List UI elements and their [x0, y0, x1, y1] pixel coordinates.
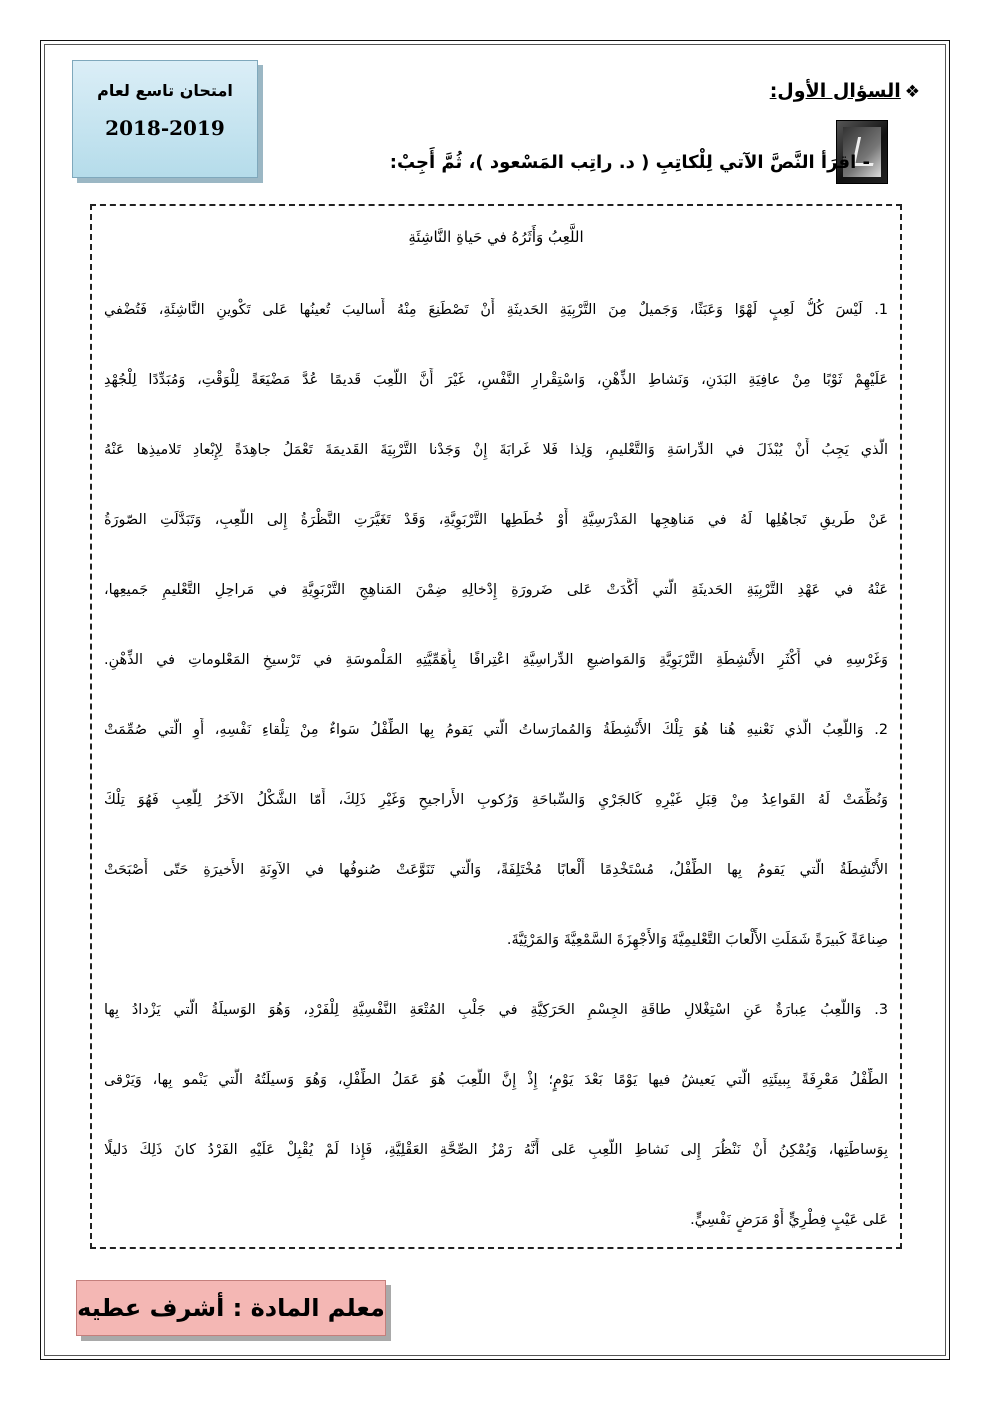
- passage-line: صِناعَةً كَبيرَةً شَمَلَتِ الأَلْعابَ التَّعْليمِيَّةَ وَالأَجْهِزَةَ السَّمْعِيَّةَ وَالمَرْئِيَّةَ.: [506, 932, 888, 948]
- passage-line: وَغَرْسِهِ في أَكْثَرِ الأَنْشِطَةِ التَّرْبَوِيَّةِ وَالمَواضيعِ الدِّراسِيَّةِ اعْتِرافًا بِأَهَمِّيَّتِهِ المَلْموسَةِ في تَرْسيخِ المَعْلوماتِ في الذِّهْنِ.: [104, 652, 888, 668]
- exam-year: 2018-2019: [105, 116, 225, 140]
- question-header: [770, 80, 920, 102]
- passage-line: 2. وَاللَّعِبُ الَّذي نَعْنيهِ هُنا هُوَ تِلْكَ الأَنْشِطَةُ وَالمُمارَساتُ الَّتي يَقومُ بِها الطِّفْلُ سَواءٌ مِنْ تِلْقاءِ نَفْسِهِ، أَوِ الَّتي صُمِّمَتْ: [104, 722, 888, 738]
- passage-line: الطِّفْلُ مَعْرِفَةً بِبيئَتِهِ الَّتي يَعيشُ فيها يَوْمًا بَعْدَ يَوْمٍ؛ إِذْ إِنَّ اللَّعِبَ هُوَ عَمَلُ الطِّفْلِ، وَهُوَ وَسيلَتُهُ الَّتي يَنْمو بِها، وَيَرْقى: [104, 1072, 888, 1088]
- passage-line: الَّذي يَجِبُ أَنْ يُبْذَلَ في الدِّراسَةِ وَالتَّعْليمِ، وَلِذا فَلا غَرابَةَ إِنْ وَجَدْنا التَّرْبِيَةَ القَديمَةَ تَعْمَلُ جاهِدَةً لِإِبْعادِ تَلاميذِها عَنْهُ: [104, 442, 888, 458]
- passage-line: بِوَساطَتِها، وَيُمْكِنُ أَنْ نَنْظُرَ إِلى نَشاطِ اللَّعِبِ عَلى أَنَّهُ رَمْزُ الصِّحَّةِ العَقْلِيَّةِ، فَإِذا لَمْ يُقْبِلْ عَلَيْهِ الفَرْدُ كانَ ذَلِكَ دَليلًا: [104, 1142, 888, 1158]
- passage-line: الأَنْشِطَةُ الَّتي يَقومُ بِها الطِّفْلُ، مُسْتَخْدِمًا أَلْعابًا مُخْتَلِفَةً، وَالَّتي تَنَوَّعَتْ صُنوفُها في الآوِنَةِ الأَخيرَةِ حَتّى أَصْبَحَتْ: [104, 862, 888, 878]
- passage-line: 1. لَيْسَ كُلُّ لَعِبٍ لَهْوًا وَعَبَثًا، وَجَميلٌ مِنَ التَّرْبِيَةِ الحَديثَةِ أَنْ تَصْطَنِعَ مِنْهُ أَساليبَ تُعينُها عَلى تَكْوينِ النَّاشِئَةِ، فَتُضْفي: [104, 302, 888, 318]
- exam-title: امتحان تاسع لعام: [97, 81, 233, 100]
- teacher-name: معلم المادة : أشرف عطيه: [77, 1294, 385, 1322]
- passage-line: عَنْ طَريقِ تَجاهُلِها لَهُ في مَناهِجِها المَدْرَسِيَّةِ أَوْ خُطَطِها التَّرْبَوِيَّةِ، وَقَدْ تَغَيَّرَتِ النَّظْرَةُ إِلى اللَّعِبِ، وَتَبَدَّلَتِ الصّورَةُ: [104, 512, 888, 528]
- instruction: - اقرَأ النَّصَّ الآتي لِلْكاتِبِ ( د. راتِب المَسْعود )، ثُمَّ أَجِبْ:: [389, 152, 870, 173]
- passage-line: عَلَيْهِمْ ثَوْبًا مِنْ عافِيَةِ البَدَنِ، وَنَشاطِ الذِّهْنِ، وَاسْتِقْرارِ النَّفْسِ، غَيْرَ أَنَّ اللَّعِبَ قَديمًا عُدَّ مَضْيَعَةً لِلْوَقْتِ، وَمُبَدِّدًا لِلْجُهْدِ: [104, 372, 888, 388]
- diamond-bullet-icon: ❖: [904, 82, 920, 102]
- exam-info-box: [72, 60, 258, 178]
- question-label: السؤال الأول:: [769, 80, 901, 102]
- passage-line: وَنُظِّمَتْ لَهُ القَواعِدُ مِنْ قِبَلِ غَيْرِهِ كَالجَرْيِ وَالسِّباحَةِ وَرُكوبِ الأَراجيحِ وَغَيْرِ ذَلِكَ، أَمّا الشَّكْلُ الآخَرُ لِلَّعِبِ فَهُوَ تِلْكَ: [104, 792, 888, 808]
- teacher-box: [76, 1280, 386, 1336]
- passage-line: عَلى عَيْبٍ فِطْرِيٍّ أَوْ مَرَضٍ نَفْسِيٍّ.: [690, 1212, 888, 1228]
- reading-passage-box: [90, 204, 902, 1249]
- passage-line: 3. وَاللَّعِبُ عِبارَةٌ عَنِ اسْتِغْلالِ طاقَةِ الجِسْمِ الحَرَكِيَّةِ في جَلْبِ المُتْعَةِ النَّفْسِيَّةِ لِلْفَرْدِ، وَهُوَ الوَسيلَةُ الَّتي يَزْدادُ بِها: [104, 1002, 888, 1018]
- passage-line: عَنْهُ في عَهْدِ التَّرْبِيَةِ الحَديثَةِ الَّتي أَكَّدَتْ عَلى ضَرورَةِ إِدْخالِهِ ضِمْنَ المَناهِجِ التَّرْبَوِيَّةِ في مَراحِلِ التَّعْليمِ جَميعِها،: [104, 582, 888, 598]
- passage-title: اللَّعِبُ وَأَثَرُهُ في حَياةِ النَّاشِئَةِ: [408, 228, 584, 246]
